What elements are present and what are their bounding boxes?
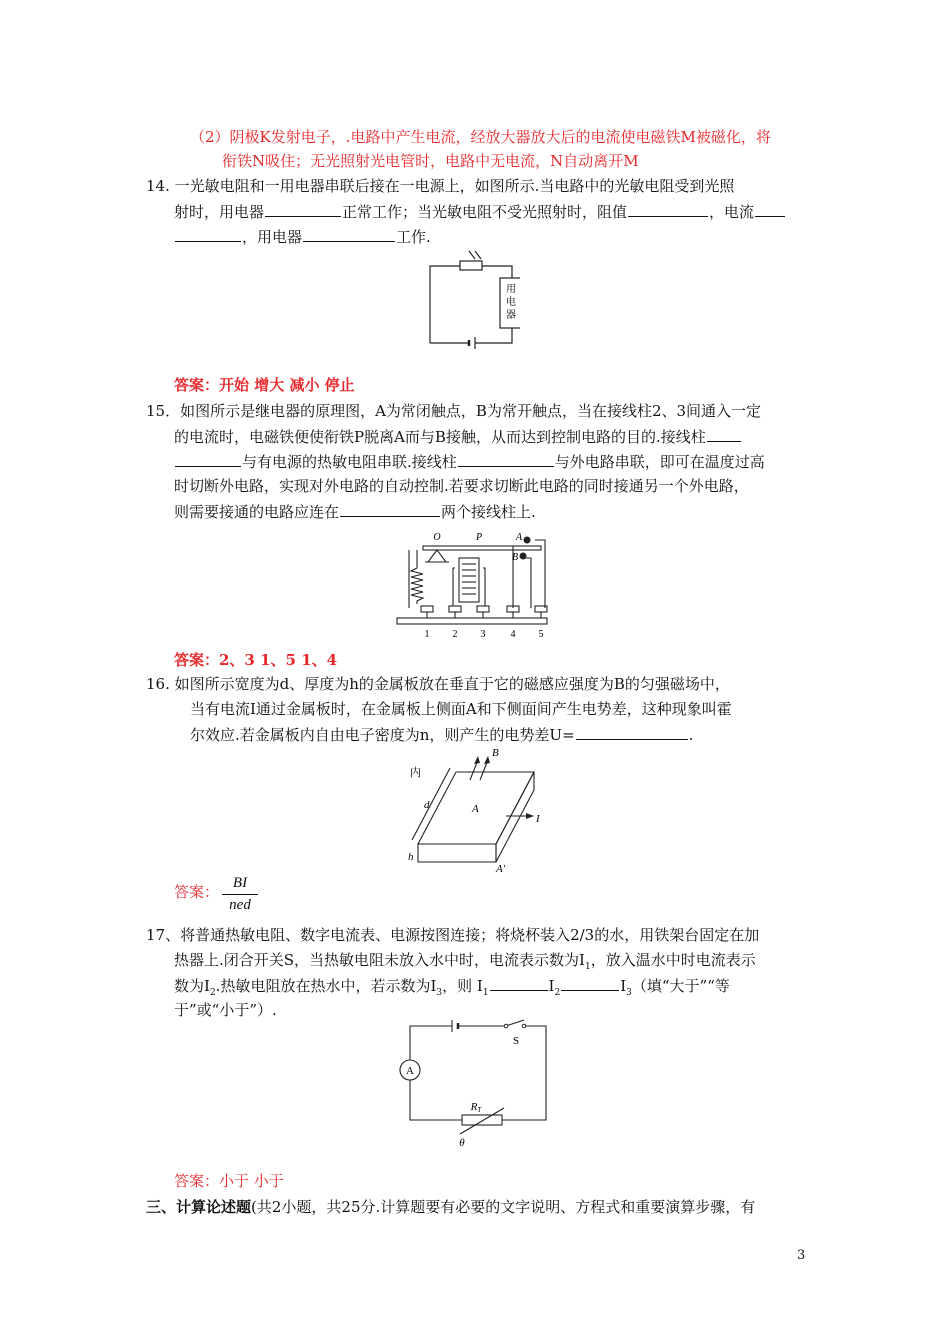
q17-line-4: 于”或“小于”）. — [174, 1001, 277, 1019]
q15-label-b: B — [511, 552, 519, 563]
q15-terminal-5: 5 — [538, 629, 544, 640]
section-3-text: (共2小题，共25分.计算题要有必要的文字说明、方程式和重要演算步骤，有 — [251, 1198, 756, 1216]
q17-sub: 1 — [482, 988, 489, 998]
q17-line-1: 17、将普通热敏电阻、数字电流表、电源按图连接；将烧杯装入2/3的水，用铁架台固定在加 — [146, 926, 760, 944]
q15-text: 与有电源的热敏电阻串联.接线柱 — [242, 453, 457, 471]
q16-answer-label: 答案： — [174, 883, 220, 901]
section-3-title: 三、计算论述题 — [146, 1198, 252, 1216]
q17-blank-2[interactable] — [561, 974, 619, 991]
q17-text: 数为I — [174, 977, 210, 995]
q14-text: 工作. — [396, 228, 431, 246]
q15-line-3 — [174, 450, 765, 473]
q16-label-d: d — [424, 799, 430, 811]
q16-label-i: I — [536, 813, 540, 825]
q14-blank-1[interactable] — [265, 200, 341, 217]
q14-circuit-diagram — [420, 248, 520, 360]
q17-sub: 2 — [554, 988, 561, 998]
q17-switch-label: S — [512, 1035, 520, 1047]
q16-hall-plate-diagram — [398, 744, 548, 874]
q16-text: . — [688, 726, 694, 744]
q14-device-label: 用 — [506, 284, 516, 295]
q15-text: 与外电路串联，即可在温度过高 — [554, 453, 765, 471]
prev-answer-line-2: 衔铁N吸住；无光照射光电管时，电路中无电流，N自动离开M — [222, 152, 639, 170]
q14-blank-3[interactable] — [755, 200, 785, 217]
q15-label-p: P — [475, 532, 483, 543]
q16-text: 尔效应.若金属板内自由电子密度为n，则产生的电势差U= — [190, 726, 575, 744]
prev-answer-line-1: （2）阴极K发射电子，.电路中产生电流，经放大器放大后的电流使电磁铁M被磁化，将 — [190, 128, 771, 146]
q17-sub: 3 — [626, 988, 632, 998]
section-3-heading — [146, 1196, 755, 1218]
q17-text: ，放入温水中时电流表示 — [590, 951, 756, 969]
q15-line-1: 15．如图所示是继电器的原理图，A为常闭触点，B为常开触点，当在接线柱2、3间通入一定 — [146, 402, 762, 420]
q17-theta-label: θ — [459, 1137, 465, 1149]
q17-text: I — [620, 977, 627, 995]
q17-text: .热敏电阻放在热水中，若示数为I — [215, 977, 437, 995]
q15-terminal-2: 2 — [452, 629, 458, 640]
q16-answer-denominator: ned — [229, 897, 251, 913]
q16-answer-numerator: BI — [232, 875, 248, 891]
q16-line-3 — [190, 723, 693, 746]
q14-line-3 — [174, 225, 431, 248]
q14-blank-3-cont[interactable] — [175, 225, 241, 242]
q17-answer: 答案：小于 小于 — [174, 1172, 284, 1190]
q15-terminal-3: 3 — [480, 629, 486, 640]
q16-line-1: 16. 如图所示宽度为d、厚度为h的金属板放在垂直于它的磁感应强度为B的匀强磁场中， — [146, 675, 730, 693]
q14-text: 正常工作；当光敏电阻不受光照射时，阻值 — [342, 203, 628, 221]
q17-rt-label: RT — [470, 1101, 482, 1114]
q17-sub: 1 — [584, 962, 591, 972]
q17-blank-1[interactable] — [490, 974, 548, 991]
q15-text: 两个接线柱上. — [441, 503, 536, 521]
q16-label-b: B — [492, 747, 499, 759]
q14-text: ，电流 — [709, 203, 755, 221]
q17-ammeter-label: A — [406, 1065, 414, 1077]
q15-line-5 — [174, 500, 536, 523]
q14-answer: 答案：开始 增大 减小 停止 — [174, 376, 355, 394]
q15-blank-3[interactable] — [340, 500, 440, 517]
q14-text: 射时，用电器 — [174, 203, 265, 221]
q15-relay-diagram — [395, 528, 565, 643]
q17-sub: 3 — [436, 988, 443, 998]
q15-label-a: A — [515, 532, 523, 543]
q17-circuit-diagram — [398, 1018, 550, 1150]
q14-device-label-3: 器 — [506, 310, 516, 321]
q15-line-2 — [174, 425, 742, 448]
q14-line-1: 14. 一光敏电阻和一用电器串联后接在一电源上，如图所示.当电路中的光敏电阻受到光照 — [146, 177, 735, 195]
q17-text: （填“大于”“等 — [631, 977, 730, 995]
q15-terminal-4: 4 — [510, 629, 516, 640]
q15-terminal-1: 1 — [424, 629, 430, 640]
q17-text: 热器上.闭合开关S，当热敏电阻未放入水中时，电流表示数为I — [174, 951, 585, 969]
q17-sub: 2 — [209, 988, 216, 998]
q14-line-2 — [174, 200, 786, 223]
q16-blank-1[interactable] — [576, 723, 688, 740]
q16-label-h: h — [408, 851, 414, 863]
q17-text: I — [548, 977, 555, 995]
q16-label-a-prime: A′ — [496, 863, 506, 874]
q16-line-2: 当有电流I通过金属板时，在金属板上侧面A和下侧面间产生电势差，这种现象叫霍 — [190, 700, 732, 718]
q15-blank-2[interactable] — [458, 450, 554, 467]
q15-text: 则需要接通的电路应连在 — [174, 503, 340, 521]
q15-line-4: 时切断外电路，实现对外电路的自动控制.若要求切断此电路的同时接通另一个外电路， — [174, 477, 749, 495]
q14-text: ，用电器 — [242, 228, 303, 246]
q16-label-inner: 内 — [410, 767, 421, 779]
q14-blank-2[interactable] — [628, 200, 708, 217]
q16-fraction-bar — [222, 894, 258, 895]
q15-blank-1-cont[interactable] — [175, 450, 241, 467]
page-number: 3 — [797, 1248, 806, 1263]
q17-text: ，则 I — [442, 977, 483, 995]
q16-answer-fraction — [222, 875, 258, 914]
q15-answer: 答案：2、3 1、5 1、4 — [174, 651, 338, 669]
q16-label-a: A — [472, 803, 479, 815]
q14-device-label-2: 电 — [506, 297, 516, 308]
q15-blank-1[interactable] — [707, 425, 741, 442]
q15-text: 的电流时，电磁铁便使衔铁P脱离A而与B接触，从而达到控制电路的目的.接线柱 — [174, 428, 706, 446]
q15-label-o: O — [433, 532, 441, 543]
q14-blank-4[interactable] — [303, 225, 395, 242]
